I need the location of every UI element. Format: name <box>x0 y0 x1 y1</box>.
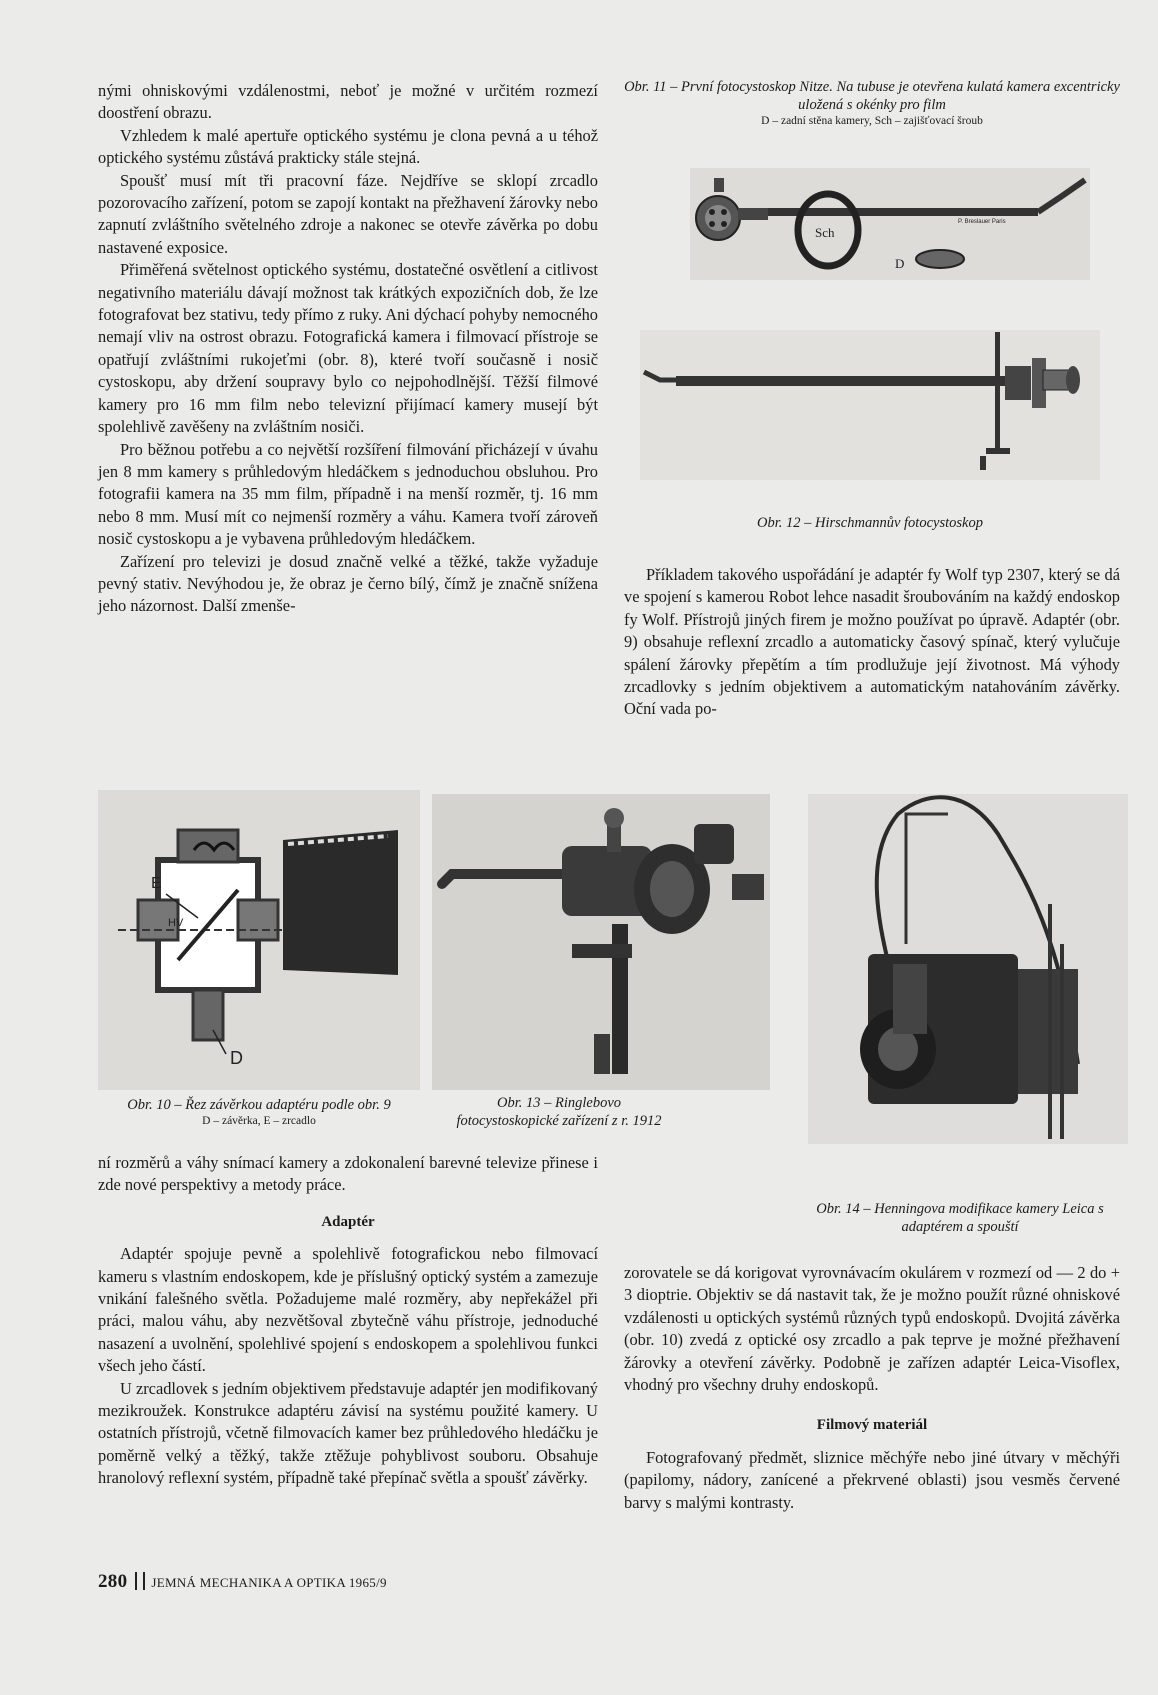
footer-divider <box>135 1572 137 1590</box>
figure-obr11 <box>690 168 1090 280</box>
figure-obr13-drawing <box>432 794 770 1090</box>
figure-obr14 <box>808 794 1128 1144</box>
paragraph: Vzhledem k malé apertuře optického systému je clona pevná a u téhož optického systému zůstává prakticky stále stejná. <box>98 125 598 168</box>
obr11-label-maker: P. Breslauer Paris <box>958 219 1006 225</box>
figure-obr14-drawing <box>808 794 1128 1144</box>
left-column-top <box>98 80 598 618</box>
figure-obr12 <box>640 330 1100 480</box>
caption-obr11 <box>624 78 1120 129</box>
paragraph: Přiměřená světelnost optického systému, dostatečné osvětlení a citlivost negativního materiálu dávají možnost tak krátkých expozičních dob, že lze fotografovat bez stativu, tedy přímo z ruky. Ani dýchací pohyby nemocného nemají vliv na ostrost obrazu. Fotografická kamera i filmovací přístroje se opatřují zvláštními rukojeťmi (obr. 8), které tvoří současně i nosič cystoskopu, aby držení soupravy bylo co nejpohodlnější. Těžší filmové kamery pro 16 mm film nebo televizní přijímací kamery musejí být spolehlivě zavěšeny na zvláštním nosiči. <box>98 260 598 437</box>
figure-obr13 <box>432 794 770 1090</box>
obr10-label-hv: HV <box>168 917 184 929</box>
section-heading-film: Filmový materiál <box>816 1417 928 1434</box>
caption-obr14-title: Obr. 14 – Henningova modifikace kamery Leica s adaptérem a spouští <box>816 1201 1104 1235</box>
caption-obr13 <box>446 1094 672 1130</box>
obr10-label-d: D <box>230 1048 243 1068</box>
caption-obr14 <box>790 1200 1130 1236</box>
obr11-label-sch: Sch <box>815 225 835 240</box>
page-number: 280 <box>98 1571 128 1592</box>
caption-obr10-title: Obr. 10 – Řez závěrkou adaptéru podle obr. 9 <box>127 1097 391 1113</box>
figure-obr10-drawing <box>98 790 420 1090</box>
caption-obr13-title: Obr. 13 – Ringlebovo fotocystoskopické zařízení z r. 1912 <box>456 1095 662 1129</box>
paragraph: Fotografovaný předmět, sliznice měchýře nebo jiné útvary v měchýři (papilomy, nádory, zanícené a překrvené oblasti) jsou vesměs červené barvy s malými kontrasty. <box>624 1447 1120 1512</box>
caption-obr11-sub: D – zadní stěna kamery, Sch – zajišťovací šroub <box>761 115 983 127</box>
left-column-bottom <box>98 1152 598 1490</box>
paragraph: Zařízení pro televizi je dosud značně velké a těžké, takže vyžaduje pevný stativ. Nevýhodou je, že obraz je černo bílý, čímž je značně snížena jeho názornost. Další zmenše- <box>98 551 598 616</box>
right-column-top <box>624 564 1120 721</box>
figure-obr12-drawing <box>640 330 1100 480</box>
paragraph: ní rozměrů a váhy snímací kamery a zdokonalení barevné televize přinese i zde nové perspektivy a metody práce. <box>98 1153 598 1195</box>
figure-obr10 <box>98 790 420 1090</box>
paragraph: nými ohniskovými vzdálenostmi, neboť je možné v určitém rozmezí doostření obrazu. <box>98 81 598 123</box>
caption-obr12 <box>640 514 1100 532</box>
paragraph: Adaptér spojuje pevně a spolehlivě fotografickou nebo filmovací kameru s vlastním endoskopem, kde je příslušný optický systém a zamezuje vnikání falešného světla. Požadujeme malé rozměry, aby nepřekážel při práci, malou váhu, aby nezvětšoval zbytečně váhu přístroje, jednoduché nasazení a uvolnění, spolehlivé spojení s endoskopem a spolehlivou funkci všech jeho částí. <box>98 1244 598 1376</box>
paragraph: Pro běžnou potřebu a co největší rozšíření filmování přicházejí v úvahu jen 8 mm kamery s průhledovým hledáčkem s jednoduchou obsluhou. Pro fotografii kamera na 35 mm film, případně i na menší rozměr, tj. 16 mm nebo 8 mm. Musí mít co nejmenší rozměry a váhu. Kamera tvoří zároveň nosič cystoskopu a je vybavena průhledovým hledáčkem. <box>98 439 598 549</box>
right-column-bottom <box>624 1262 1120 1514</box>
section-heading-adapter: Adaptér <box>321 1213 375 1230</box>
figure-obr11-drawing <box>690 168 1090 280</box>
page-footer <box>98 1571 387 1593</box>
paragraph: U zrcadlovek s jedním objektivem představuje adaptér jen modifikovaný mezikroužek. Konstrukce adaptéru závisí na systému použité kamery. U ostatních přístrojů, včetně filmovacích kamer bez průhledového hledáčku je poměrně velký a těžký, takže ztěžuje pohyblivost souboru. Obsahuje hranolový reflexní systém, případně také přepínač světla a spoušť závěrky. <box>98 1378 598 1488</box>
caption-obr10 <box>98 1096 420 1129</box>
paragraph: Příkladem takového uspořádání je adaptér fy Wolf typ 2307, který se dá ve spojení s kamerou Robot lehce nasadit šroubováním na každý endoskop fy Wolf. Přístrojů jiných firem je možno používat po úpravě. Adaptér (obr. 9) obsahuje reflexní zrcadlo a automaticky časový spínač, který vylučuje spálení žárovky přepětím a tím prodlužuje její životnost. Má výhody zrcadlovky s jedním objektivem a automatickým natahováním závěrky. Oční vada po- <box>624 565 1120 719</box>
obr10-label-e: E <box>151 875 162 892</box>
caption-obr10-sub: D – závěrka, E – zrcadlo <box>202 1115 316 1127</box>
caption-obr12-title: Obr. 12 – Hirschmannův fotocystoskop <box>757 515 983 531</box>
paragraph: zorovatele se dá korigovat vyrovnávacím okulárem v rozmezí od — 2 do + 3 dioptrie. Objektiv se dá nastavit tak, že je možno použít různé ohniskové vzdálenosti u optických systémů různých typů endoskopů. Dvojitá závěrka (obr. 10) zvedá z optické osy zrcadlo a pak teprve je možné přežhavení žárovky a otevření závěrky. Podobně je zařízen adaptér Leica-Visoflex, vhodný pro všechny druhy endoskopů. <box>624 1263 1120 1395</box>
footer-divider <box>143 1572 145 1590</box>
obr11-label-d: D <box>895 256 905 271</box>
journal-name: JEMNÁ MECHANIKA A OPTIKA 1965/9 <box>151 1575 387 1590</box>
caption-obr11-title: Obr. 11 – První fotocystoskop Nitze. Na tubuse je otevřena kulatá kamera excentricky uložená s okénky pro film <box>624 79 1120 113</box>
paragraph: Spoušť musí mít tři pracovní fáze. Nejdříve se sklopí zrcadlo pozorovacího zařízení, potom se zapojí kontakt na přežhavení žárovky nebo zapnutí zvláštního světelného zdroje a nakonec se otevře závěrka po dobu nastavené exposice. <box>98 170 598 257</box>
